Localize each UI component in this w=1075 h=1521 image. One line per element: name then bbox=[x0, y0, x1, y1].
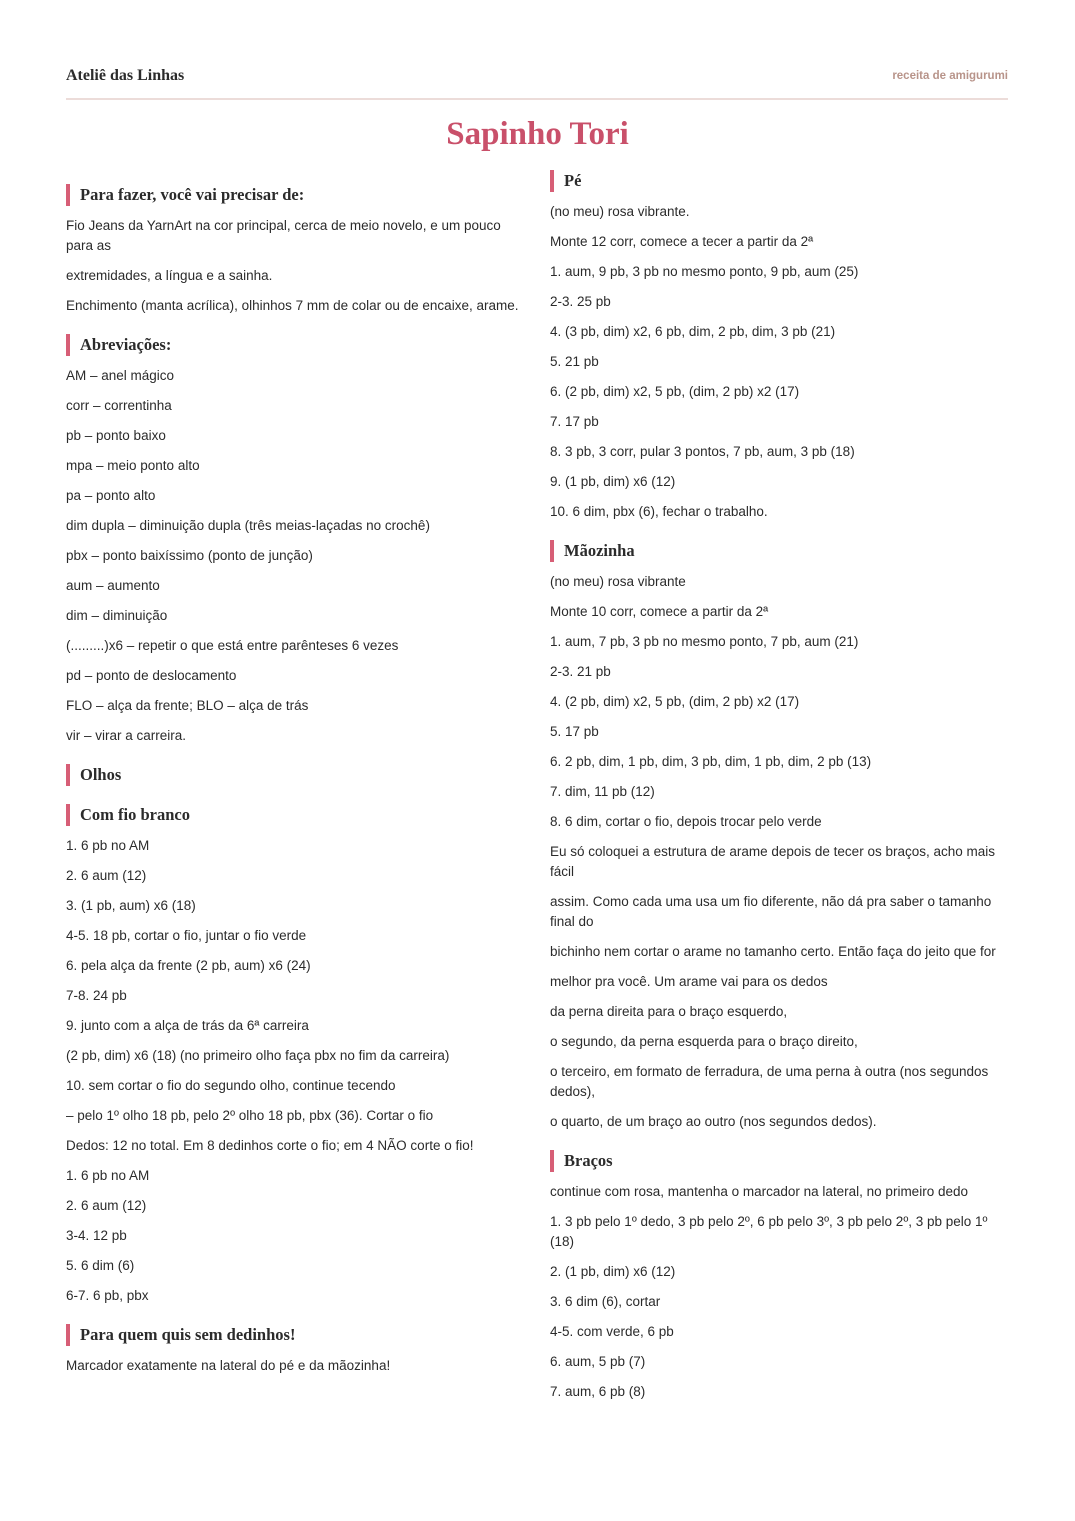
instruction-line: bichinho nem cortar o arame no tamanho certo. Então faça do jeito que for bbox=[550, 944, 996, 959]
instruction-line: (2 pb, dim) x6 (18) (no primeiro olho faça pbx no fim da carreira) bbox=[66, 1048, 450, 1063]
instruction-line: pb – ponto baixo bbox=[66, 428, 166, 443]
instruction-line: (.........)x6 – repetir o que está entre parênteses 6 vezes bbox=[66, 638, 399, 653]
instruction-line: pbx – ponto baixíssimo (ponto de junção) bbox=[66, 548, 313, 563]
instruction-line: 2. (1 pb, dim) x6 (12) bbox=[550, 1264, 676, 1279]
instruction-line: da perna direita para o braço esquerdo, bbox=[550, 1004, 788, 1019]
instruction-line: Enchimento (manta acrílica), olhinhos 7 mm de colar ou de encaixe, arame. bbox=[66, 298, 519, 313]
instruction-line: o segundo, da perna esquerda para o braço direito, bbox=[550, 1034, 858, 1049]
section-heading: Pé bbox=[550, 170, 1010, 192]
instruction-line: Fio Jeans da YarnArt na cor principal, cerca de meio novelo, e um pouco para as bbox=[66, 218, 501, 253]
instruction-line: 7. dim, 11 pb (12) bbox=[550, 784, 655, 799]
instruction-line: 3. (1 pb, aum) x6 (18) bbox=[66, 898, 196, 913]
brand-name: Ateliê das Linhas bbox=[66, 67, 185, 84]
instruction-line: 6-7. 6 pb, pbx bbox=[66, 1288, 149, 1303]
instruction-line: 4-5. com verde, 6 pb bbox=[550, 1324, 674, 1339]
header-tagline: receita de amigurumi bbox=[892, 70, 1008, 82]
section-heading: Para quem quis sem dedinhos! bbox=[66, 1324, 526, 1346]
instruction-line: AM – anel mágico bbox=[66, 368, 175, 383]
instruction-line: 5. 17 pb bbox=[550, 724, 599, 739]
section-heading: Para fazer, você vai precisar de: bbox=[66, 184, 526, 206]
instruction-line: FLO – alça da frente; BLO – alça de trás bbox=[66, 698, 309, 713]
instruction-line: melhor pra você. Um arame vai para os dedos bbox=[550, 974, 828, 989]
instruction-line: Marcador exatamente na lateral do pé e da mãozinha! bbox=[66, 1358, 391, 1373]
instruction-line: 1. 3 pb pelo 1º dedo, 3 pb pelo 2º, 6 pb pelo 3º, 3 pb pelo 2º, 3 pb pelo 1º (18) bbox=[550, 1214, 988, 1249]
instruction-line: dim dupla – diminuição dupla (três meias-laçadas no crochê) bbox=[66, 518, 430, 533]
instruction-line: (no meu) rosa vibrante bbox=[550, 574, 686, 589]
instruction-line: 1. 6 pb no AM bbox=[66, 1168, 150, 1183]
section-heading: Abreviações: bbox=[66, 334, 526, 356]
instruction-line: 10. 6 dim, pbx (6), fechar o trabalho. bbox=[550, 504, 768, 519]
instruction-line: 8. 3 pb, 3 corr, pular 3 pontos, 7 pb, aum, 3 pb (18) bbox=[550, 444, 855, 459]
instruction-line: 6. (2 pb, dim) x2, 5 pb, (dim, 2 pb) x2 (17) bbox=[550, 384, 800, 399]
instruction-line: (no meu) rosa vibrante. bbox=[550, 204, 690, 219]
section-heading: Olhos bbox=[66, 764, 526, 786]
instruction-line: 4. (2 pb, dim) x2, 5 pb, (dim, 2 pb) x2 (17) bbox=[550, 694, 800, 709]
instruction-line: 4-5. 18 pb, cortar o fio, juntar o fio verde bbox=[66, 928, 307, 943]
instruction-line: o terceiro, em formato de ferradura, de uma perna à outra (nos segundos dedos), bbox=[550, 1064, 989, 1099]
instruction-line: 2-3. 25 pb bbox=[550, 294, 611, 309]
section-com-fio-branco bbox=[66, 804, 526, 1306]
instruction-line: 1. aum, 7 pb, 3 pb no mesmo ponto, 7 pb, aum (21) bbox=[550, 634, 859, 649]
instruction-line: pd – ponto de deslocamento bbox=[66, 668, 237, 683]
instruction-line: 9. junto com a alça de trás da 6ª carreira bbox=[66, 1018, 309, 1033]
instruction-line: aum – aumento bbox=[66, 578, 160, 593]
instruction-line: 6. aum, 5 pb (7) bbox=[550, 1354, 646, 1369]
instruction-line: 5. 21 pb bbox=[550, 354, 599, 369]
instruction-line: corr – correntinha bbox=[66, 398, 172, 413]
section-heading: Com fio branco bbox=[66, 804, 526, 826]
instruction-line: 5. 6 dim (6) bbox=[66, 1258, 135, 1273]
instruction-line: 1. 6 pb no AM bbox=[66, 838, 150, 853]
page-header bbox=[66, 64, 1008, 100]
right-column bbox=[550, 170, 1010, 1420]
instruction-line: 8. 6 dim, cortar o fio, depois trocar pelo verde bbox=[550, 814, 822, 829]
instruction-line: 2. 6 aum (12) bbox=[66, 868, 147, 883]
instruction-line: o quarto, de um braço ao outro (nos segundos dedos). bbox=[550, 1114, 877, 1129]
section-abreviacoes bbox=[66, 334, 526, 746]
section-para-fazer-voce-vai-precisar-de bbox=[66, 184, 526, 316]
section-olhos bbox=[66, 764, 526, 786]
instruction-line: mpa – meio ponto alto bbox=[66, 458, 200, 473]
instruction-line: 9. (1 pb, dim) x6 (12) bbox=[550, 474, 676, 489]
left-column bbox=[66, 184, 526, 1394]
page-title: Sapinho Tori bbox=[446, 116, 629, 152]
instruction-line: vir – virar a carreira. bbox=[66, 728, 187, 743]
instruction-line: 2-3. 21 pb bbox=[550, 664, 611, 679]
instruction-line: 10. sem cortar o fio do segundo olho, continue tecendo bbox=[66, 1078, 396, 1093]
section-para-quem-quis-sem-dedinhos bbox=[66, 1324, 526, 1376]
instruction-line: 2. 6 aum (12) bbox=[66, 1198, 147, 1213]
instruction-line: 6. pela alça da frente (2 pb, aum) x6 (24) bbox=[66, 958, 311, 973]
section-bracos bbox=[550, 1150, 1010, 1402]
instruction-line: 6. 2 pb, dim, 1 pb, dim, 3 pb, dim, 1 pb, dim, 2 pb (13) bbox=[550, 754, 872, 769]
instruction-line: pa – ponto alto bbox=[66, 488, 156, 503]
section-maozinha bbox=[550, 540, 1010, 1132]
instruction-line: 7. 17 pb bbox=[550, 414, 599, 429]
instruction-line: 7. aum, 6 pb (8) bbox=[550, 1384, 646, 1399]
instruction-line: 7-8. 24 pb bbox=[66, 988, 127, 1003]
instruction-line: – pelo 1º olho 18 pb, pelo 2º olho 18 pb, pbx (36). Cortar o fio bbox=[66, 1108, 434, 1123]
instruction-line: Dedos: 12 no total. Em 8 dedinhos corte o fio; em 4 NÃO corte o fio! bbox=[66, 1138, 474, 1153]
section-pe bbox=[550, 170, 1010, 522]
instruction-line: Monte 12 corr, comece a tecer a partir da 2ª bbox=[550, 234, 814, 249]
instruction-line: Eu só coloquei a estrutura de arame depois de tecer os braços, acho mais fácil bbox=[550, 844, 995, 879]
instruction-line: continue com rosa, mantenha o marcador na lateral, no primeiro dedo bbox=[550, 1184, 968, 1199]
instruction-line: 1. aum, 9 pb, 3 pb no mesmo ponto, 9 pb, aum (25) bbox=[550, 264, 859, 279]
section-heading: Braços bbox=[550, 1150, 1010, 1172]
instruction-line: dim – diminuição bbox=[66, 608, 168, 623]
instruction-line: 3-4. 12 pb bbox=[66, 1228, 127, 1243]
instruction-line: assim. Como cada uma usa um fio diferente, não dá pra saber o tamanho final do bbox=[550, 894, 992, 929]
instruction-line: 4. (3 pb, dim) x2, 6 pb, dim, 2 pb, dim, 3 pb (21) bbox=[550, 324, 836, 339]
instruction-line: extremidades, a língua e a sainha. bbox=[66, 268, 273, 283]
section-heading: Mãozinha bbox=[550, 540, 1010, 562]
instruction-line: Monte 10 corr, comece a partir da 2ª bbox=[550, 604, 769, 619]
instruction-line: 3. 6 dim (6), cortar bbox=[550, 1294, 661, 1309]
